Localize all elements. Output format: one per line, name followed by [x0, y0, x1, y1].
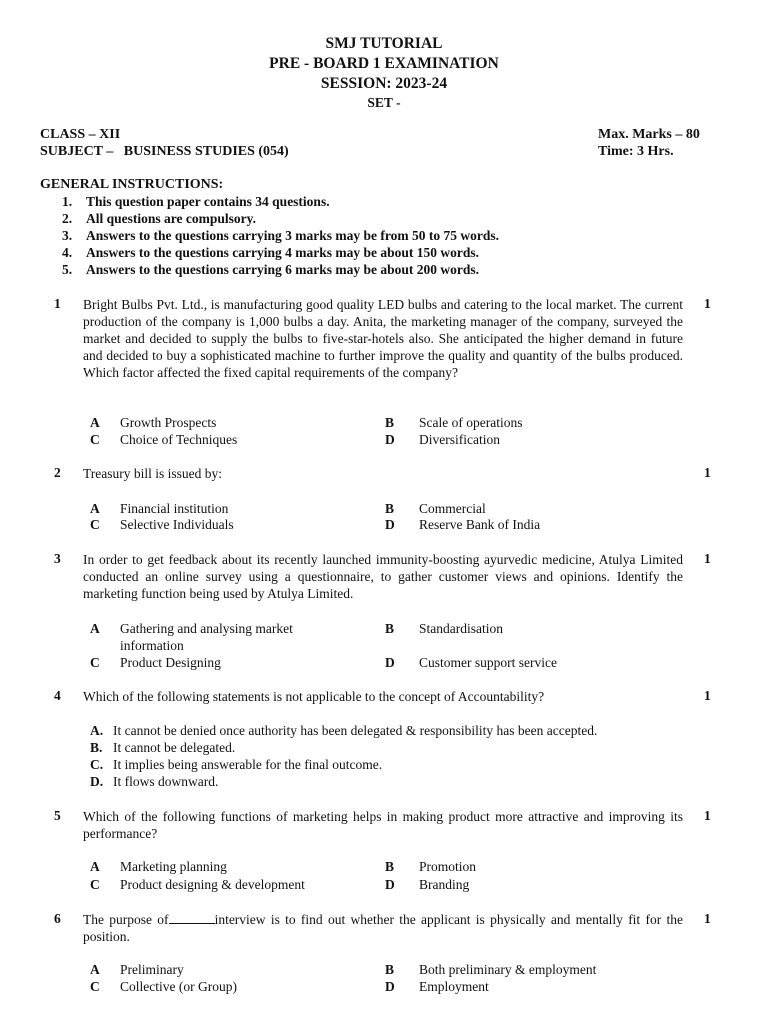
option-letter: D: [385, 655, 395, 670]
question-number: 2: [54, 465, 61, 480]
question-number: 3: [54, 551, 61, 566]
option-text: It cannot be delegated.: [113, 740, 236, 755]
option-letter: C: [90, 877, 100, 892]
option-text: Promotion: [419, 859, 477, 874]
option-text: Product designing & development: [120, 877, 305, 892]
instruction-item: 2. All questions are compulsory.: [62, 211, 257, 226]
option-text: Growth Prospects: [120, 415, 217, 430]
question-text: Bright Bulbs Pvt. Ltd., is manufacturing good quality LED bulbs and catering to the local market. The current production of the company is 1,000 bulbs a day. Anita, the marketing manager of the company, surveyed the market and decided to supply the bulbs to five-star-hotels also. She anticipated the higher demand in future and decided to buy a sophisticated machine to further improve the quality and quantity of the bulbs produced. Which factor affected the fixed capital requirements of the company?: [83, 297, 683, 380]
option-letter: B: [385, 415, 395, 430]
option-letter: B.: [90, 740, 103, 755]
question-text: Which of the following functions of marketing helps in making product more attractive and improving its performance?: [83, 809, 683, 841]
question-marks: 1: [704, 465, 711, 480]
exam-title: PRE - BOARD 1 EXAMINATION: [269, 55, 499, 72]
option-letter: C: [90, 517, 100, 532]
question-number: 5: [54, 808, 61, 823]
option-letter: D: [385, 432, 395, 447]
option-text: Standardisation: [419, 621, 503, 636]
question-marks: 1: [704, 808, 711, 823]
option-letter: B: [385, 859, 395, 874]
option-text: Preliminary: [120, 962, 184, 977]
set-label: SET -: [367, 95, 401, 110]
option-text: Reserve Bank of India: [419, 517, 541, 532]
option-letter: A: [90, 859, 100, 874]
question-text: Which of the following statements is not applicable to the concept of Accountability?: [83, 689, 545, 704]
option-text: Employment: [419, 979, 489, 994]
option-text: Scale of operations: [419, 415, 523, 430]
option-letter: C: [90, 432, 100, 447]
option-letter: A.: [90, 723, 104, 738]
instruction-item: 4. Answers to the questions carrying 4 marks may be about 150 words.: [62, 245, 480, 260]
class-label: CLASS – XII: [40, 127, 121, 142]
option-text: It flows downward.: [113, 774, 219, 789]
option-letter: C.: [90, 757, 104, 772]
option-text: Choice of Techniques: [120, 432, 238, 447]
option-letter: C: [90, 979, 100, 994]
institute-name: SMJ TUTORIAL: [325, 35, 443, 52]
question-text: In order to get feedback about its recently launched immunity-boosting ayurvedic medicine, Atulya Limited conducted an online survey using a questionnaire, to gather customer views and opinions. Identify the marketing function being used by Atulya Limited.: [83, 552, 683, 601]
question-number: 1: [54, 296, 61, 311]
time-label: Time: 3 Hrs.: [598, 144, 674, 159]
answer-blank: [169, 911, 215, 924]
subject-label: SUBJECT – BUSINESS STUDIES (054): [40, 144, 289, 159]
option-text: Branding: [419, 877, 470, 892]
option-text: Collective (or Group): [120, 979, 237, 994]
option-text: Financial institution: [120, 501, 229, 516]
question-number: 4: [54, 688, 61, 703]
option-text: Commercial: [419, 501, 486, 516]
option-letter: D.: [90, 774, 104, 789]
question-marks: 1: [704, 688, 711, 703]
max-marks-label: Max. Marks – 80: [598, 127, 700, 142]
option-text: It implies being answerable for the final outcome.: [113, 757, 383, 772]
instruction-item: 5. Answers to the questions carrying 6 marks may be about 200 words.: [62, 262, 480, 277]
option-text: Marketing planning: [120, 859, 227, 874]
option-letter: A: [90, 621, 100, 636]
option-letter: D: [385, 517, 395, 532]
option-letter: B: [385, 501, 395, 516]
question-number: 6: [54, 911, 61, 926]
question-text: The purpose of interview is to find out whether the applicant is physically and mentally fit for the position.: [83, 912, 683, 944]
option-letter: A: [90, 962, 100, 977]
option-text: Gathering and analysing market information: [120, 621, 293, 653]
option-text: Selective Individuals: [120, 517, 234, 532]
option-letter: D: [385, 877, 395, 892]
instruction-item: 3. Answers to the questions carrying 3 marks may be from 50 to 75 words.: [62, 228, 499, 243]
option-letter: C: [90, 655, 100, 670]
option-letter: A: [90, 501, 100, 516]
option-text: Diversification: [419, 432, 500, 447]
question-marks: 1: [704, 296, 711, 311]
question-text: Treasury bill is issued by:: [83, 466, 223, 481]
option-letter: B: [385, 621, 395, 636]
option-letter: D: [385, 979, 395, 994]
option-text: Product Designing: [120, 655, 221, 670]
instruction-item: 1. This question paper contains 34 questions.: [62, 194, 330, 209]
option-text: It cannot be denied once authority has been delegated & responsibility has been accepted.: [113, 723, 598, 738]
option-text: Customer support service: [419, 655, 557, 670]
question-marks: 1: [704, 911, 711, 926]
option-text: Both preliminary & employment: [419, 962, 597, 977]
question-marks: 1: [704, 551, 711, 566]
option-letter: B: [385, 962, 395, 977]
instructions-title: GENERAL INSTRUCTIONS:: [40, 177, 224, 192]
option-letter: A: [90, 415, 100, 430]
session-label: SESSION: 2023-24: [320, 75, 448, 92]
